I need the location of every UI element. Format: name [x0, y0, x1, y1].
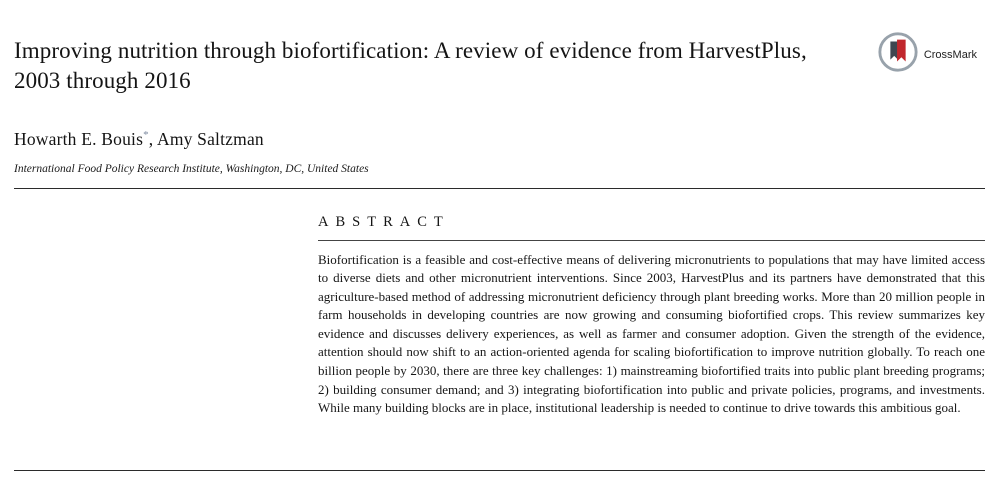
affiliation-line: International Food Policy Research Institute, Washington, DC, United States: [14, 162, 369, 175]
crossmark-icon: [877, 31, 919, 78]
author-name: Amy Saltzman: [156, 128, 264, 149]
abstract-column: [318, 214, 985, 418]
crossmark-label: CrossMark: [923, 48, 977, 61]
crossmark-badge[interactable]: [877, 31, 977, 78]
abstract-text: Biofortification is a feasible and cost-effective means of delivering micronutrients to populations that may have limited access to diverse diets and other micronutrient interventions. Since 2003, HarvestPlus and its partners have demonstrated that this agriculture-based method of addressing micronutrient deficiency through plant breeding works. More than 20 million people in farm households in developing countries are now growing and consuming biofortified crops. This review summarizes key evidence and discusses delivery experiences, as well as farmer and consumer adoption. Given the strength of the evidence, attention should now shift to an action-oriented agenda for scaling biofortification to improve nutrition globally. To reach one billion people by 2030, there are three key challenges: 1) mainstreaming biofortified traits into public plant breeding programs; 2) building consumer demand; and 3) integrating biofortification into public and private policies, programs, and investments. While many building blocks are in place, institutional leadership is needed to continue to drive towards this ambitious goal.: [318, 251, 985, 416]
authors-line: [14, 129, 985, 150]
abstract-divider: [318, 240, 985, 241]
author-name: Howarth E. Bouis: [14, 128, 144, 149]
article-title: Improving nutrition through biofortification: A review of evidence from HarvestPlus, 2003 through 2016: [14, 38, 807, 94]
corresponding-author-marker: *: [143, 128, 149, 141]
header-row: [14, 0, 985, 112]
author-separator: ,: [148, 128, 157, 149]
bottom-divider: [14, 470, 985, 471]
header-divider: [14, 188, 985, 189]
abstract-heading: ABSTRACT: [318, 213, 450, 230]
